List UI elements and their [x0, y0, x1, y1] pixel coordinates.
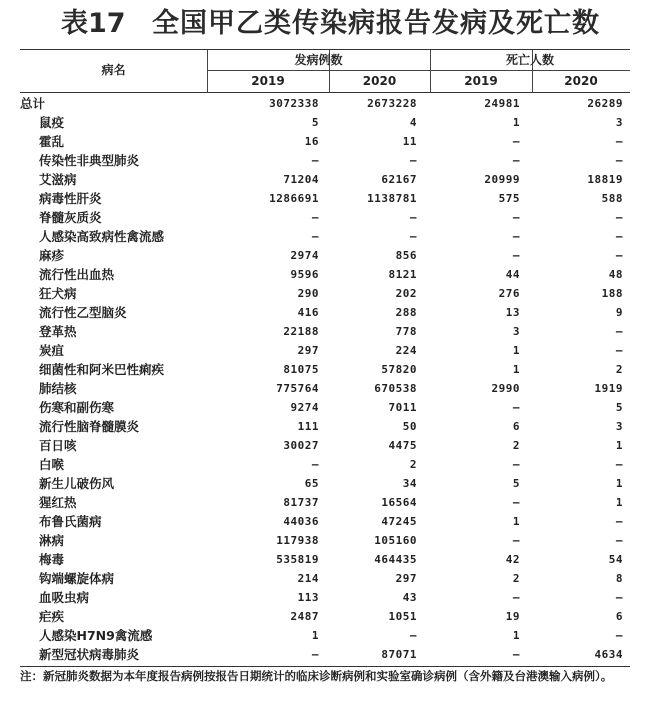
disease-name: 钩端螺旋体病 [39, 571, 115, 586]
header-year: 2019 [251, 74, 285, 88]
deaths-2019-cell: – [512, 154, 520, 167]
cases-2020-cell: – [409, 154, 417, 167]
disease-name: 总计 [20, 96, 46, 111]
disease-name: 狂犬病 [39, 286, 77, 301]
cases-2020-cell: 34 [402, 477, 417, 490]
disease-name: 血吸虫病 [39, 590, 90, 605]
cases-2020-cell: 1051 [388, 610, 417, 623]
header-year: 2019 [464, 74, 498, 88]
deaths-2020-cell: 48 [608, 268, 623, 281]
cases-2019-cell: 44036 [283, 515, 319, 528]
disease-name: 梅毒 [39, 552, 65, 567]
header-year: 2020 [564, 74, 598, 88]
deaths-2020-cell: – [615, 211, 623, 224]
disease-name: 布鲁氏菌病 [39, 514, 102, 529]
deaths-2019-cell: – [512, 648, 520, 661]
cases-2020-cell: 50 [402, 420, 417, 433]
deaths-2020-cell: – [615, 135, 623, 148]
cases-2019-cell: – [311, 211, 319, 224]
deaths-2020-cell: 4634 [594, 648, 623, 661]
table-row [20, 284, 630, 303]
disease-name: 淋病 [39, 533, 65, 548]
cases-2020-cell: 43 [402, 591, 417, 604]
deaths-2020-cell: – [615, 515, 623, 528]
table-row [20, 645, 630, 664]
deaths-2019-cell: – [512, 591, 520, 604]
deaths-2020-cell: 1 [615, 496, 623, 509]
deaths-2019-cell: 2 [512, 439, 520, 452]
disease-name: 传染性非典型肺炎 [39, 153, 140, 168]
disease-name: 流行性脑脊髓膜炎 [39, 419, 140, 434]
disease-name: 疟疾 [39, 609, 65, 624]
cases-2019-cell: 117938 [276, 534, 319, 547]
cases-2020-cell: 47245 [381, 515, 417, 528]
deaths-2020-cell: – [615, 325, 623, 338]
table-row [20, 626, 630, 645]
header-disease-name: 病名 [101, 63, 126, 77]
deaths-2019-cell: 2 [512, 572, 520, 585]
table-row [20, 417, 630, 436]
table-row [20, 550, 630, 569]
table-row [20, 265, 630, 284]
cases-2020-cell: 670538 [374, 382, 417, 395]
cases-2020-cell: 856 [395, 249, 417, 262]
cases-2019-cell: 416 [297, 306, 319, 319]
cases-2019-cell: 5 [311, 116, 319, 129]
deaths-2019-cell: 13 [505, 306, 520, 319]
deaths-2019-cell: – [512, 496, 520, 509]
cases-2020-cell: 778 [395, 325, 417, 338]
table-row [20, 94, 630, 113]
disease-name: 白喉 [39, 457, 65, 472]
table-row [20, 246, 630, 265]
deaths-2020-cell: – [615, 591, 623, 604]
disease-name: 肺结核 [39, 381, 77, 396]
cases-2019-cell: 1286691 [269, 192, 319, 205]
deaths-2020-cell: 18819 [587, 173, 623, 186]
table-row [20, 512, 630, 531]
table-row [20, 493, 630, 512]
disease-name: 鼠疫 [39, 115, 65, 130]
cases-2019-cell: 81075 [283, 363, 319, 376]
cases-2020-cell: 202 [395, 287, 417, 300]
cases-2020-cell: 224 [395, 344, 417, 357]
disease-name: 百日咳 [39, 438, 77, 453]
disease-name: 霍乱 [39, 134, 65, 149]
disease-name: 炭疽 [39, 343, 65, 358]
disease-name: 流行性出血热 [39, 267, 115, 282]
disease-name: 登革热 [39, 324, 77, 339]
table-row [20, 607, 630, 626]
deaths-2019-cell: 2990 [491, 382, 520, 395]
deaths-2020-cell: 8 [615, 572, 623, 585]
deaths-2019-cell: 1 [512, 629, 520, 642]
table-title-text: 全国甲乙类传染病报告发病及死亡数 [152, 8, 600, 39]
cases-2019-cell: 297 [297, 344, 319, 357]
deaths-2019-cell: 42 [505, 553, 520, 566]
disease-name: 伤寒和副伤寒 [39, 400, 115, 415]
deaths-2020-cell: 5 [615, 401, 623, 414]
table-title [0, 6, 651, 42]
cases-2019-cell: 290 [297, 287, 319, 300]
deaths-2020-cell: 188 [601, 287, 623, 300]
cases-2019-cell: – [311, 458, 319, 471]
cases-2020-cell: 2 [409, 458, 417, 471]
deaths-2020-cell: – [615, 230, 623, 243]
table-row [20, 379, 630, 398]
deaths-2019-cell: 6 [512, 420, 520, 433]
deaths-2020-cell: 3 [615, 116, 623, 129]
deaths-2019-cell: 24981 [484, 97, 520, 110]
deaths-2020-cell: – [615, 249, 623, 262]
deaths-2020-cell: 2 [615, 363, 623, 376]
cases-2019-cell: 3072338 [269, 97, 319, 110]
deaths-2019-cell: – [512, 401, 520, 414]
cases-2019-cell: – [311, 154, 319, 167]
deaths-2020-cell: 1919 [594, 382, 623, 395]
deaths-2019-cell: 3 [512, 325, 520, 338]
deaths-2019-cell: 20999 [484, 173, 520, 186]
cases-2019-cell: 22188 [283, 325, 319, 338]
deaths-2020-cell: 3 [615, 420, 623, 433]
cases-2020-cell: 62167 [381, 173, 417, 186]
header-deaths: 死亡人数 [505, 53, 554, 67]
deaths-2019-cell: 19 [505, 610, 520, 623]
deaths-2020-cell: – [615, 629, 623, 642]
cases-2020-cell: – [409, 230, 417, 243]
deaths-2019-cell: – [512, 230, 520, 243]
cases-2019-cell: 9596 [290, 268, 319, 281]
table-row [20, 341, 630, 360]
cases-2020-cell: 105160 [374, 534, 417, 547]
cases-2020-cell: 7011 [388, 401, 417, 414]
cases-2019-cell: 2487 [290, 610, 319, 623]
table-header [20, 49, 630, 93]
table-number: 表17 [61, 8, 126, 39]
cases-2019-cell: 30027 [283, 439, 319, 452]
table-bottom-rule [20, 666, 630, 667]
disease-name: 流行性乙型脑炎 [39, 305, 127, 320]
cases-2019-cell: 535819 [276, 553, 319, 566]
table-row [20, 189, 630, 208]
cases-2019-cell: 16 [304, 135, 319, 148]
table-row [20, 569, 630, 588]
cases-2019-cell: – [311, 230, 319, 243]
deaths-2020-cell: – [615, 154, 623, 167]
deaths-2020-cell: 6 [615, 610, 623, 623]
cases-2019-cell: 65 [304, 477, 319, 490]
table-row [20, 531, 630, 550]
deaths-2019-cell: 276 [498, 287, 520, 300]
cases-2019-cell: 2974 [290, 249, 319, 262]
header-incidence: 发病例数 [294, 53, 343, 67]
deaths-2020-cell: 1 [615, 439, 623, 452]
disease-name: 新型冠状病毒肺炎 [39, 647, 140, 662]
deaths-2019-cell: 575 [498, 192, 520, 205]
deaths-2019-cell: 1 [512, 344, 520, 357]
table-row [20, 170, 630, 189]
cases-2019-cell: – [311, 648, 319, 661]
deaths-2019-cell: 1 [512, 515, 520, 528]
table-body [20, 94, 630, 664]
cases-2019-cell: 111 [297, 420, 319, 433]
cases-2019-cell: 1 [311, 629, 319, 642]
deaths-2019-cell: – [512, 458, 520, 471]
table-row [20, 208, 630, 227]
deaths-2020-cell: – [615, 344, 623, 357]
cases-2019-cell: 81737 [283, 496, 319, 509]
cases-2019-cell: 71204 [283, 173, 319, 186]
table-row [20, 113, 630, 132]
header-year: 2020 [362, 74, 397, 88]
disease-name: 人感染高致病性禽流感 [39, 229, 165, 244]
disease-name: 新生儿破伤风 [39, 476, 115, 491]
cases-2020-cell: 4 [409, 116, 417, 129]
cases-2019-cell: 9274 [290, 401, 319, 414]
disease-name: 病毒性肝炎 [39, 191, 102, 206]
deaths-2020-cell: 54 [608, 553, 623, 566]
disease-name: 艾滋病 [39, 172, 77, 187]
table-row [20, 151, 630, 170]
cases-2020-cell: 1138781 [367, 192, 417, 205]
deaths-2020-cell: 588 [601, 192, 623, 205]
table-row [20, 455, 630, 474]
table-row [20, 132, 630, 151]
disease-name: 细菌性和阿米巴性痢疾 [39, 362, 165, 377]
deaths-2019-cell: – [512, 534, 520, 547]
deaths-2020-cell: 9 [615, 306, 623, 319]
deaths-2019-cell: – [512, 249, 520, 262]
table-row [20, 474, 630, 493]
deaths-2019-cell: 5 [512, 477, 520, 490]
cases-2020-cell: 288 [395, 306, 417, 319]
disease-name: 人感染H7N9禽流感 [39, 628, 153, 643]
deaths-2019-cell: 44 [505, 268, 520, 281]
table-row [20, 303, 630, 322]
cases-2019-cell: 113 [297, 591, 319, 604]
table-row [20, 360, 630, 379]
deaths-2019-cell: – [512, 211, 520, 224]
cases-2019-cell: 775764 [276, 382, 319, 395]
cases-2020-cell: – [409, 629, 417, 642]
deaths-2020-cell: – [615, 534, 623, 547]
deaths-2019-cell: – [512, 135, 520, 148]
cases-2020-cell: 464435 [374, 553, 417, 566]
disease-name: 脊髓灰质炎 [39, 210, 102, 225]
cases-2020-cell: 57820 [381, 363, 417, 376]
cases-2019-cell: 214 [297, 572, 319, 585]
deaths-2020-cell: 26289 [587, 97, 623, 110]
cases-2020-cell: 8121 [388, 268, 417, 281]
disease-name: 猩红热 [39, 495, 77, 510]
cases-2020-cell: 4475 [388, 439, 417, 452]
cases-2020-cell: 16564 [381, 496, 417, 509]
cases-2020-cell: 297 [395, 572, 417, 585]
table-footnote: 注：新冠肺炎数据为本年度报告病例按报告日期统计的临床诊断病例和实验室确诊病例（含外籍及台港澳输入病例）。 [20, 669, 613, 683]
table-row [20, 436, 630, 455]
cases-2020-cell: – [409, 211, 417, 224]
disease-name: 麻疹 [39, 248, 65, 263]
table-row [20, 588, 630, 607]
table-row [20, 398, 630, 417]
table-row [20, 322, 630, 341]
deaths-2020-cell: – [615, 458, 623, 471]
table-row [20, 227, 630, 246]
deaths-2020-cell: 1 [615, 477, 623, 490]
cases-2020-cell: 87071 [381, 648, 417, 661]
deaths-2019-cell: 1 [512, 116, 520, 129]
cases-2020-cell: 2673228 [367, 97, 417, 110]
deaths-2019-cell: 1 [512, 363, 520, 376]
cases-2020-cell: 11 [402, 135, 417, 148]
